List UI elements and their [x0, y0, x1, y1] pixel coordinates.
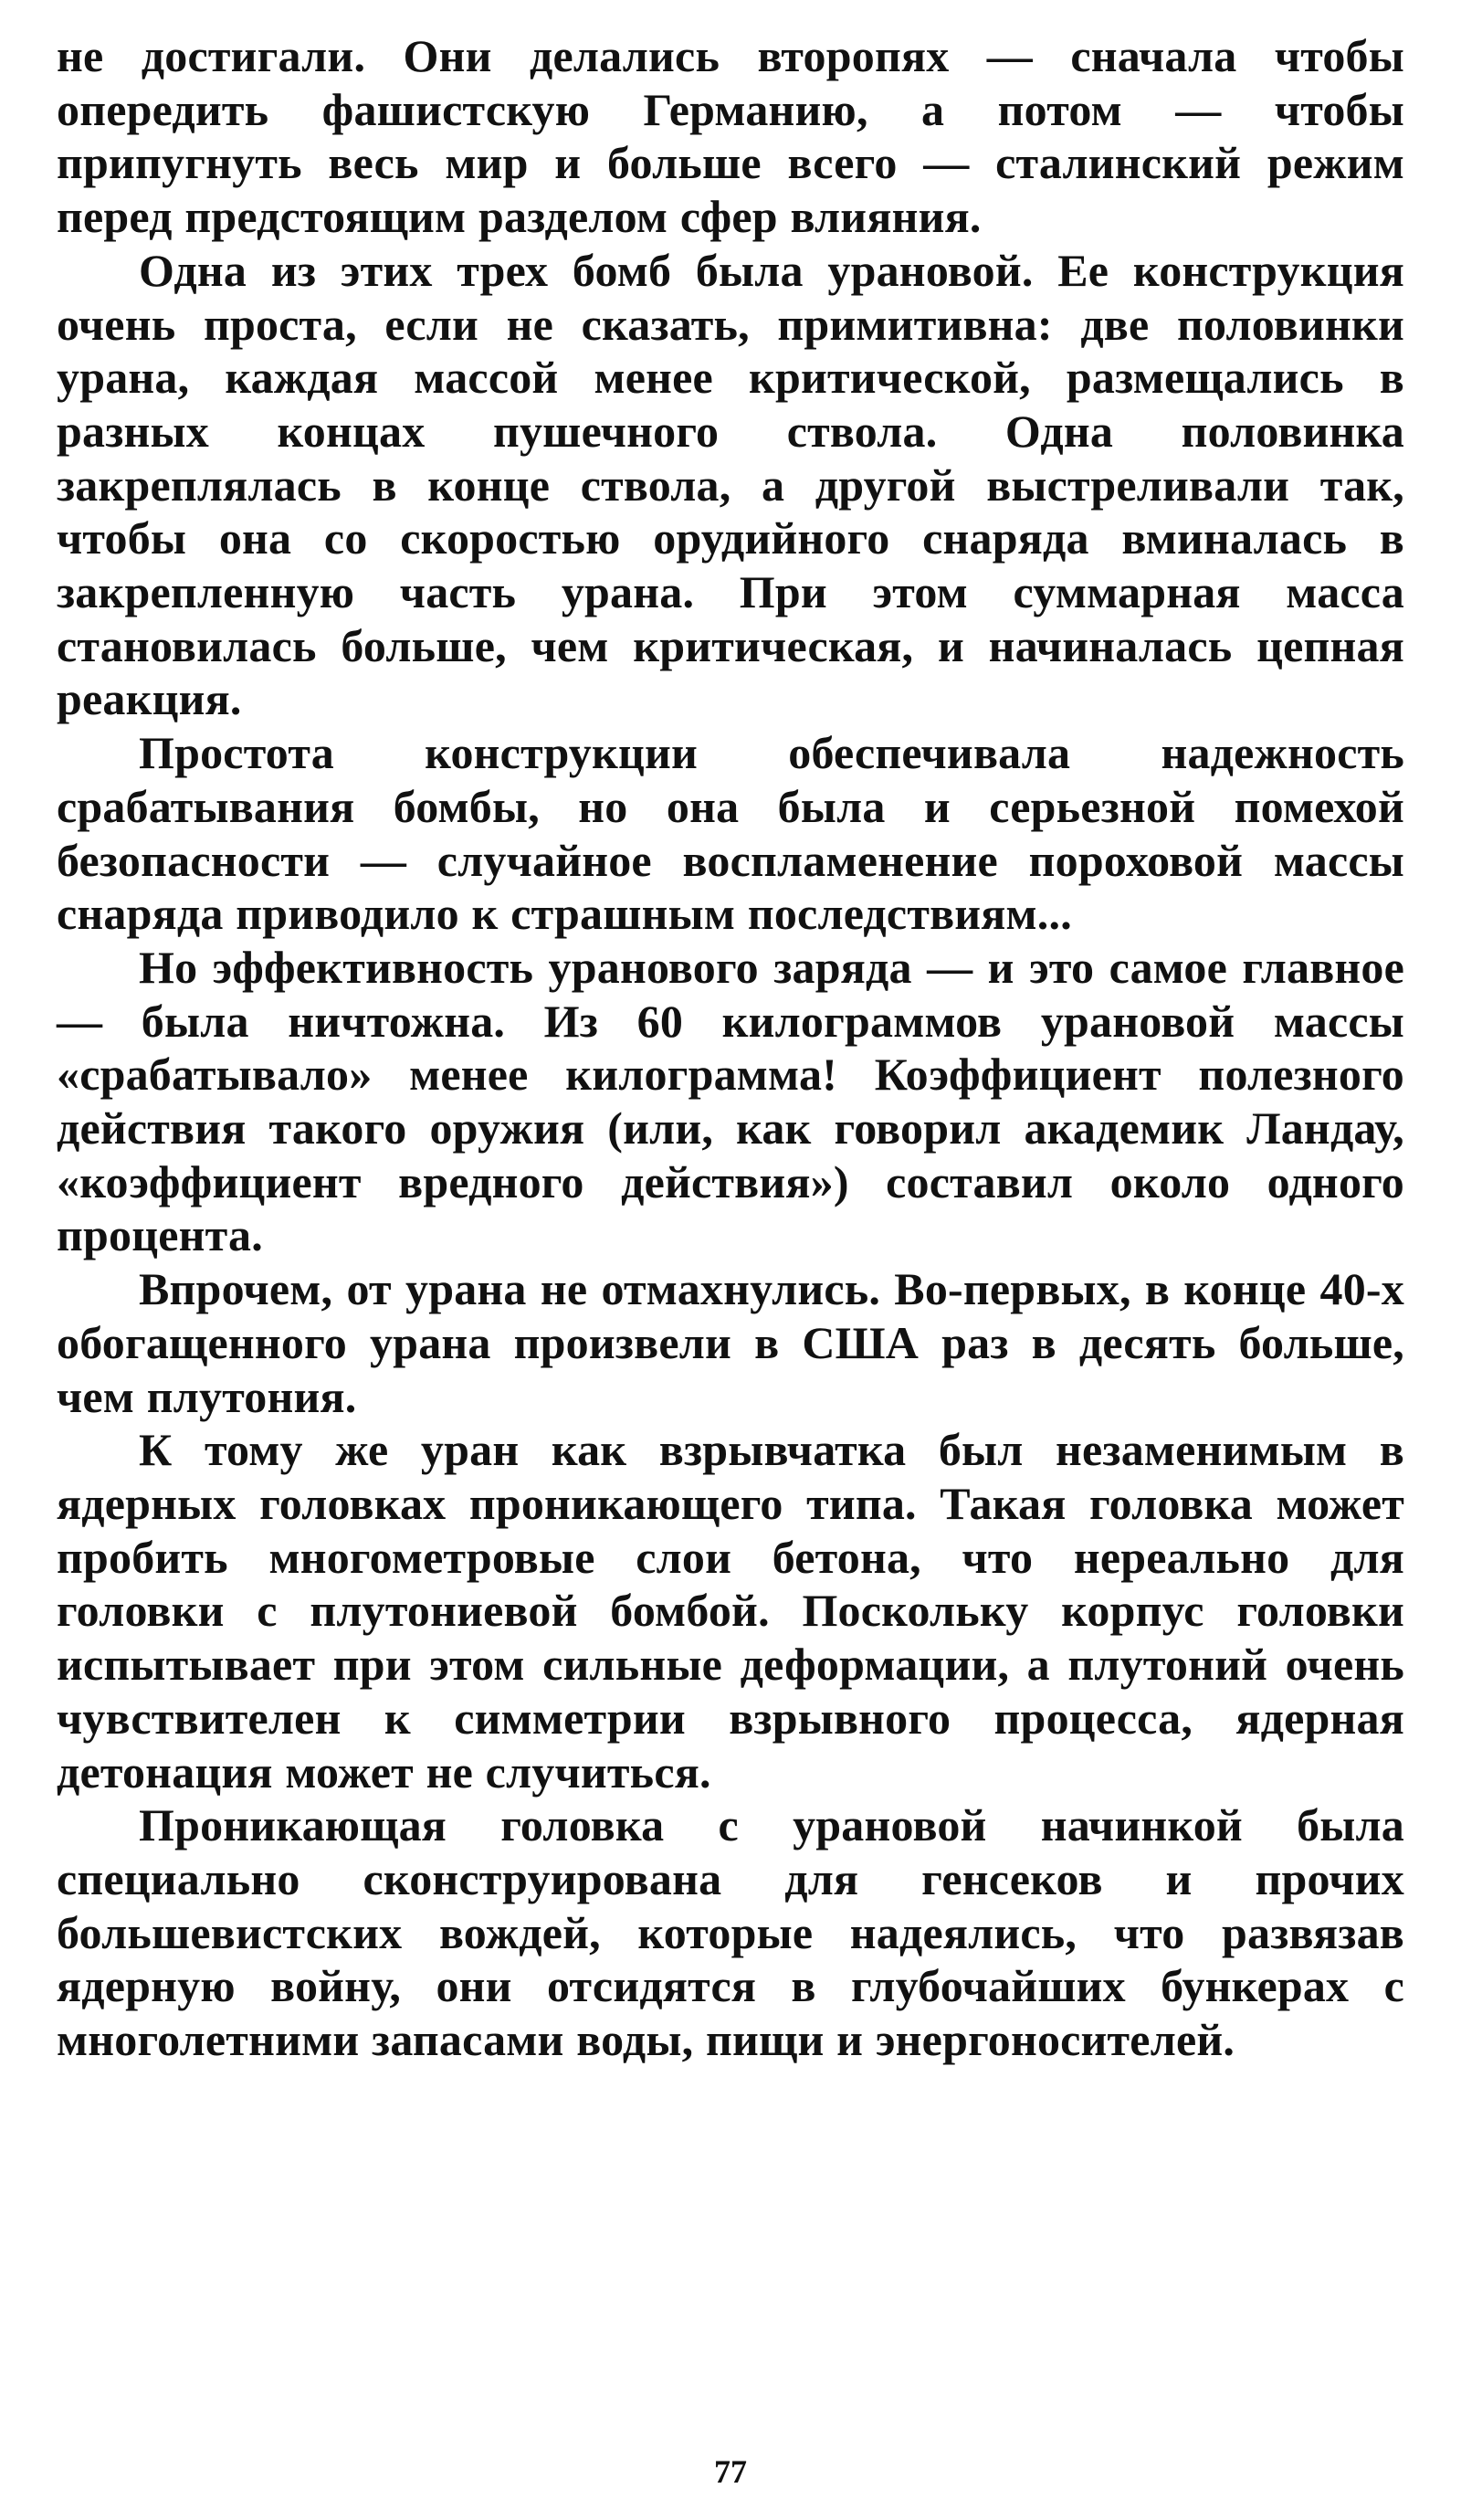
- book-page: [57, 29, 1404, 2495]
- paragraph-3: Простота конструкции обеспечивала надежность срабатывания бомбы, но она была и серьезной помехой безопасности — случайное воспламенение пороховой массы снаряда приводило к страшным последствиям...: [57, 727, 1404, 940]
- paragraph-5: Впрочем, от урана не отмахнулись. Во-первых, в конце 40-х обогащенного урана произвели в США раз в десять больше, чем плутония.: [57, 1263, 1404, 1422]
- page-number: 77: [714, 2453, 747, 2490]
- paragraph-2: Одна из этих трех бомб была урановой. Ее конструкция очень проста, если не сказать, примитивна: две половинки урана, каждая массой менее критической, размещались в разных концах пушечного ствола. Одна половинка закреплялась в конце ствола, а другой выстреливали так, чтобы она со скоростью орудийного снаряда вминалась в закрепленную часть урана. При этом суммарная масса становилась больше, чем критическая, и начиналась цепная реакция.: [57, 244, 1404, 725]
- paragraph-6: К тому же уран как взрывчатка был незаменимым в ядерных головках проникающего типа. Такая головка может пробить многометровые слои бетона, что нереально для головки с плутониевой бомбой. Поскольку корпус головки испытывает при этом сильные деформации, а плутоний очень чувствителен к симметрии взрывного процесса, ядерная детонация может не случиться.: [57, 1424, 1404, 1798]
- paragraph-7: Проникающая головка с урановой начинкой была специально сконструирована для генсеков и прочих большевистских вождей, которые надеялись, что развязав ядерную войну, они отсидятся в глубочайших бункерах с многолетними запасами воды, пищи и энергоносителей.: [57, 1799, 1404, 2066]
- paragraph-4: Но эффективность уранового заряда — и это самое главное — была ничтожна. Из 60 килограммов урановой массы «срабатывало» менее килограмма! Коэффициент полезного действия такого оружия (или, как говорил академик Ландау, «коэффициент вредного действия») составил около одного процента.: [57, 941, 1404, 1261]
- page-body-text: [57, 29, 1404, 2067]
- paragraph-1: не достигали. Они делались второпях — сначала чтобы опередить фашистскую Германию, а потом — чтобы припугнуть весь мир и больше всего — сталинский режим перед предстоящим разделом сфер влияния.: [57, 30, 1404, 243]
